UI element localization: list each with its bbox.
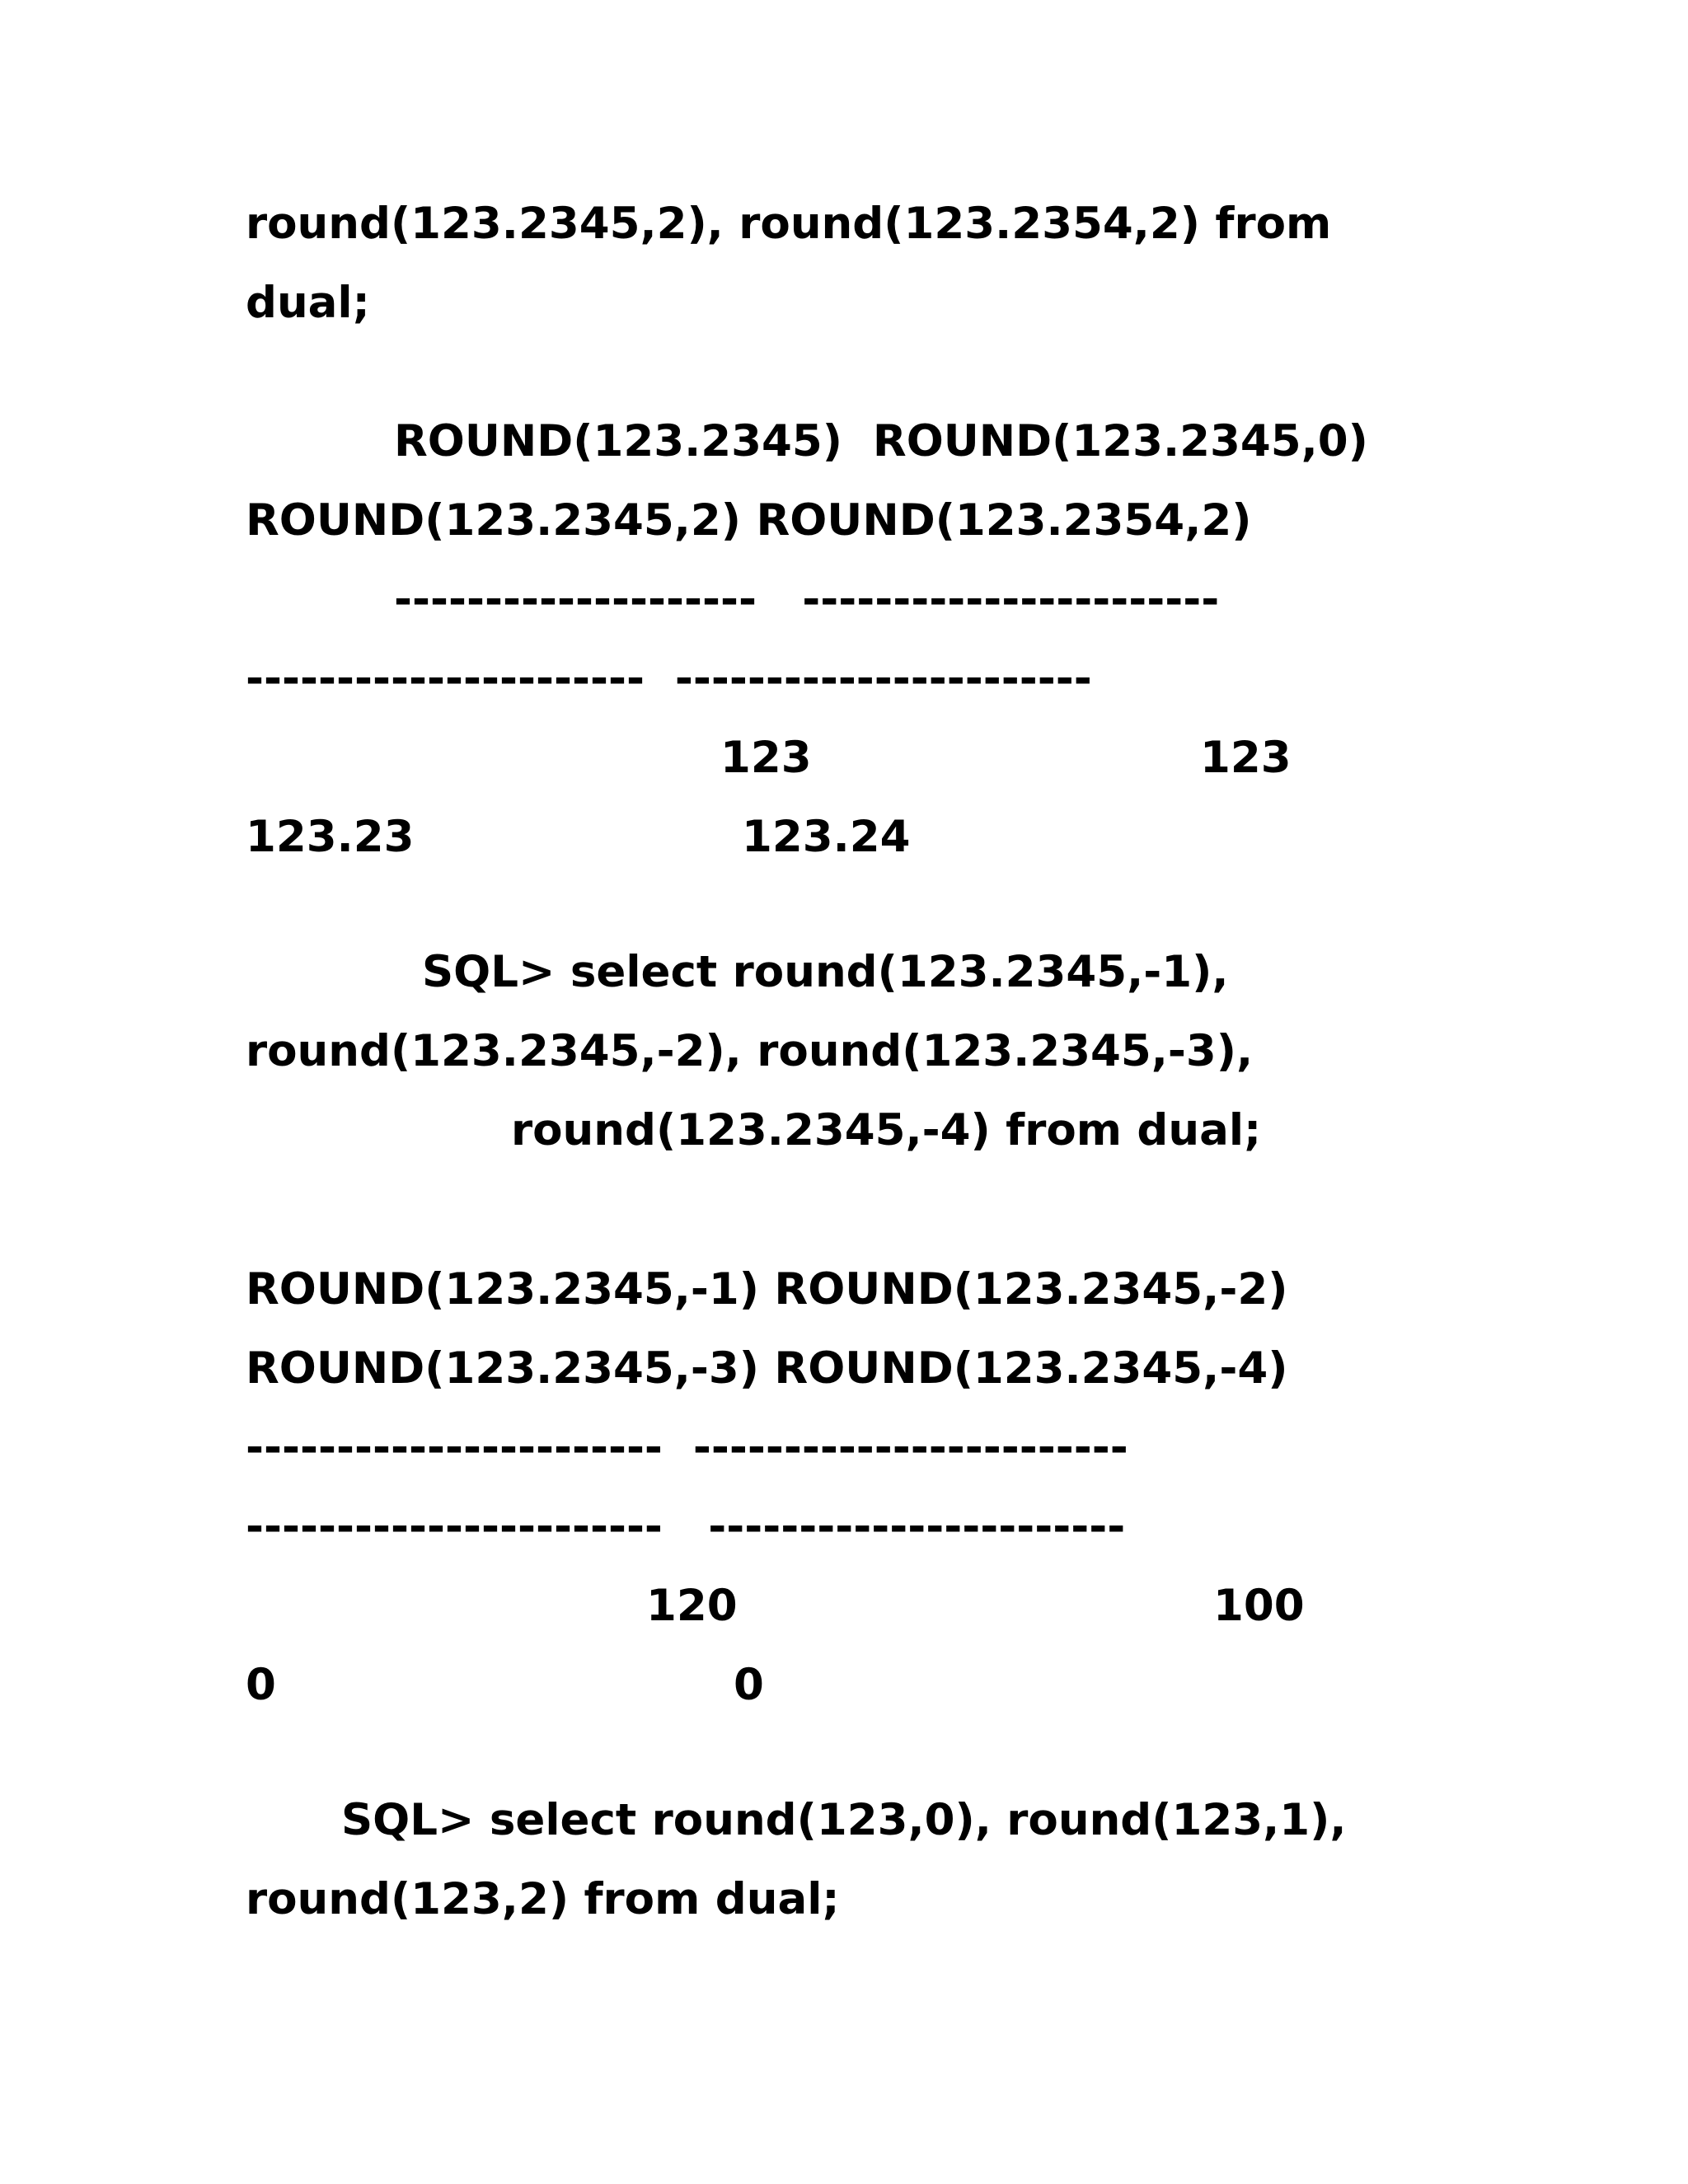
sql-query-line: SQL> select round(123.2345,-1), — [422, 947, 1229, 997]
result-header-line: ROUND(123.2345,2) ROUND(123.2354,2) — [246, 495, 1252, 546]
result-value: 0 — [246, 1660, 276, 1710]
sql-query-line: dual; — [246, 278, 370, 328]
result-divider-line: ----------------------- ------------------------ — [246, 1422, 1128, 1473]
result-value: 120 — [646, 1581, 738, 1631]
sql-query-line: round(123,2) from dual; — [246, 1874, 840, 1924]
result-value: 0 — [734, 1660, 764, 1710]
result-header-line: ROUND(123.2345) ROUND(123.2345,0) — [394, 416, 1368, 466]
sql-query-line: round(123.2345,-2), round(123.2345,-3), — [246, 1026, 1254, 1076]
sql-query-line: round(123.2345,-4) from dual; — [511, 1105, 1262, 1155]
result-header-line: ROUND(123.2345,-1) ROUND(123.2345,-2) — [246, 1264, 1288, 1315]
result-value: 123.24 — [742, 812, 911, 862]
sql-query-line: round(123.2345,2), round(123.2354,2) from — [246, 199, 1332, 249]
result-value: 100 — [1213, 1581, 1305, 1631]
sql-query-line: SQL> select round(123,0), round(123,1), — [341, 1795, 1347, 1845]
result-divider-line: ---------------------- ----------------------- — [246, 654, 1092, 704]
result-value: 123 — [720, 733, 812, 783]
result-value: 123.23 — [246, 812, 415, 862]
result-divider-line: ----------------------- ----------------------- — [246, 1502, 1126, 1552]
result-value: 123 — [1200, 733, 1292, 783]
result-divider-line: -------------------- ----------------------- — [394, 574, 1220, 625]
result-header-line: ROUND(123.2345,-3) ROUND(123.2345,-4) — [246, 1343, 1288, 1394]
